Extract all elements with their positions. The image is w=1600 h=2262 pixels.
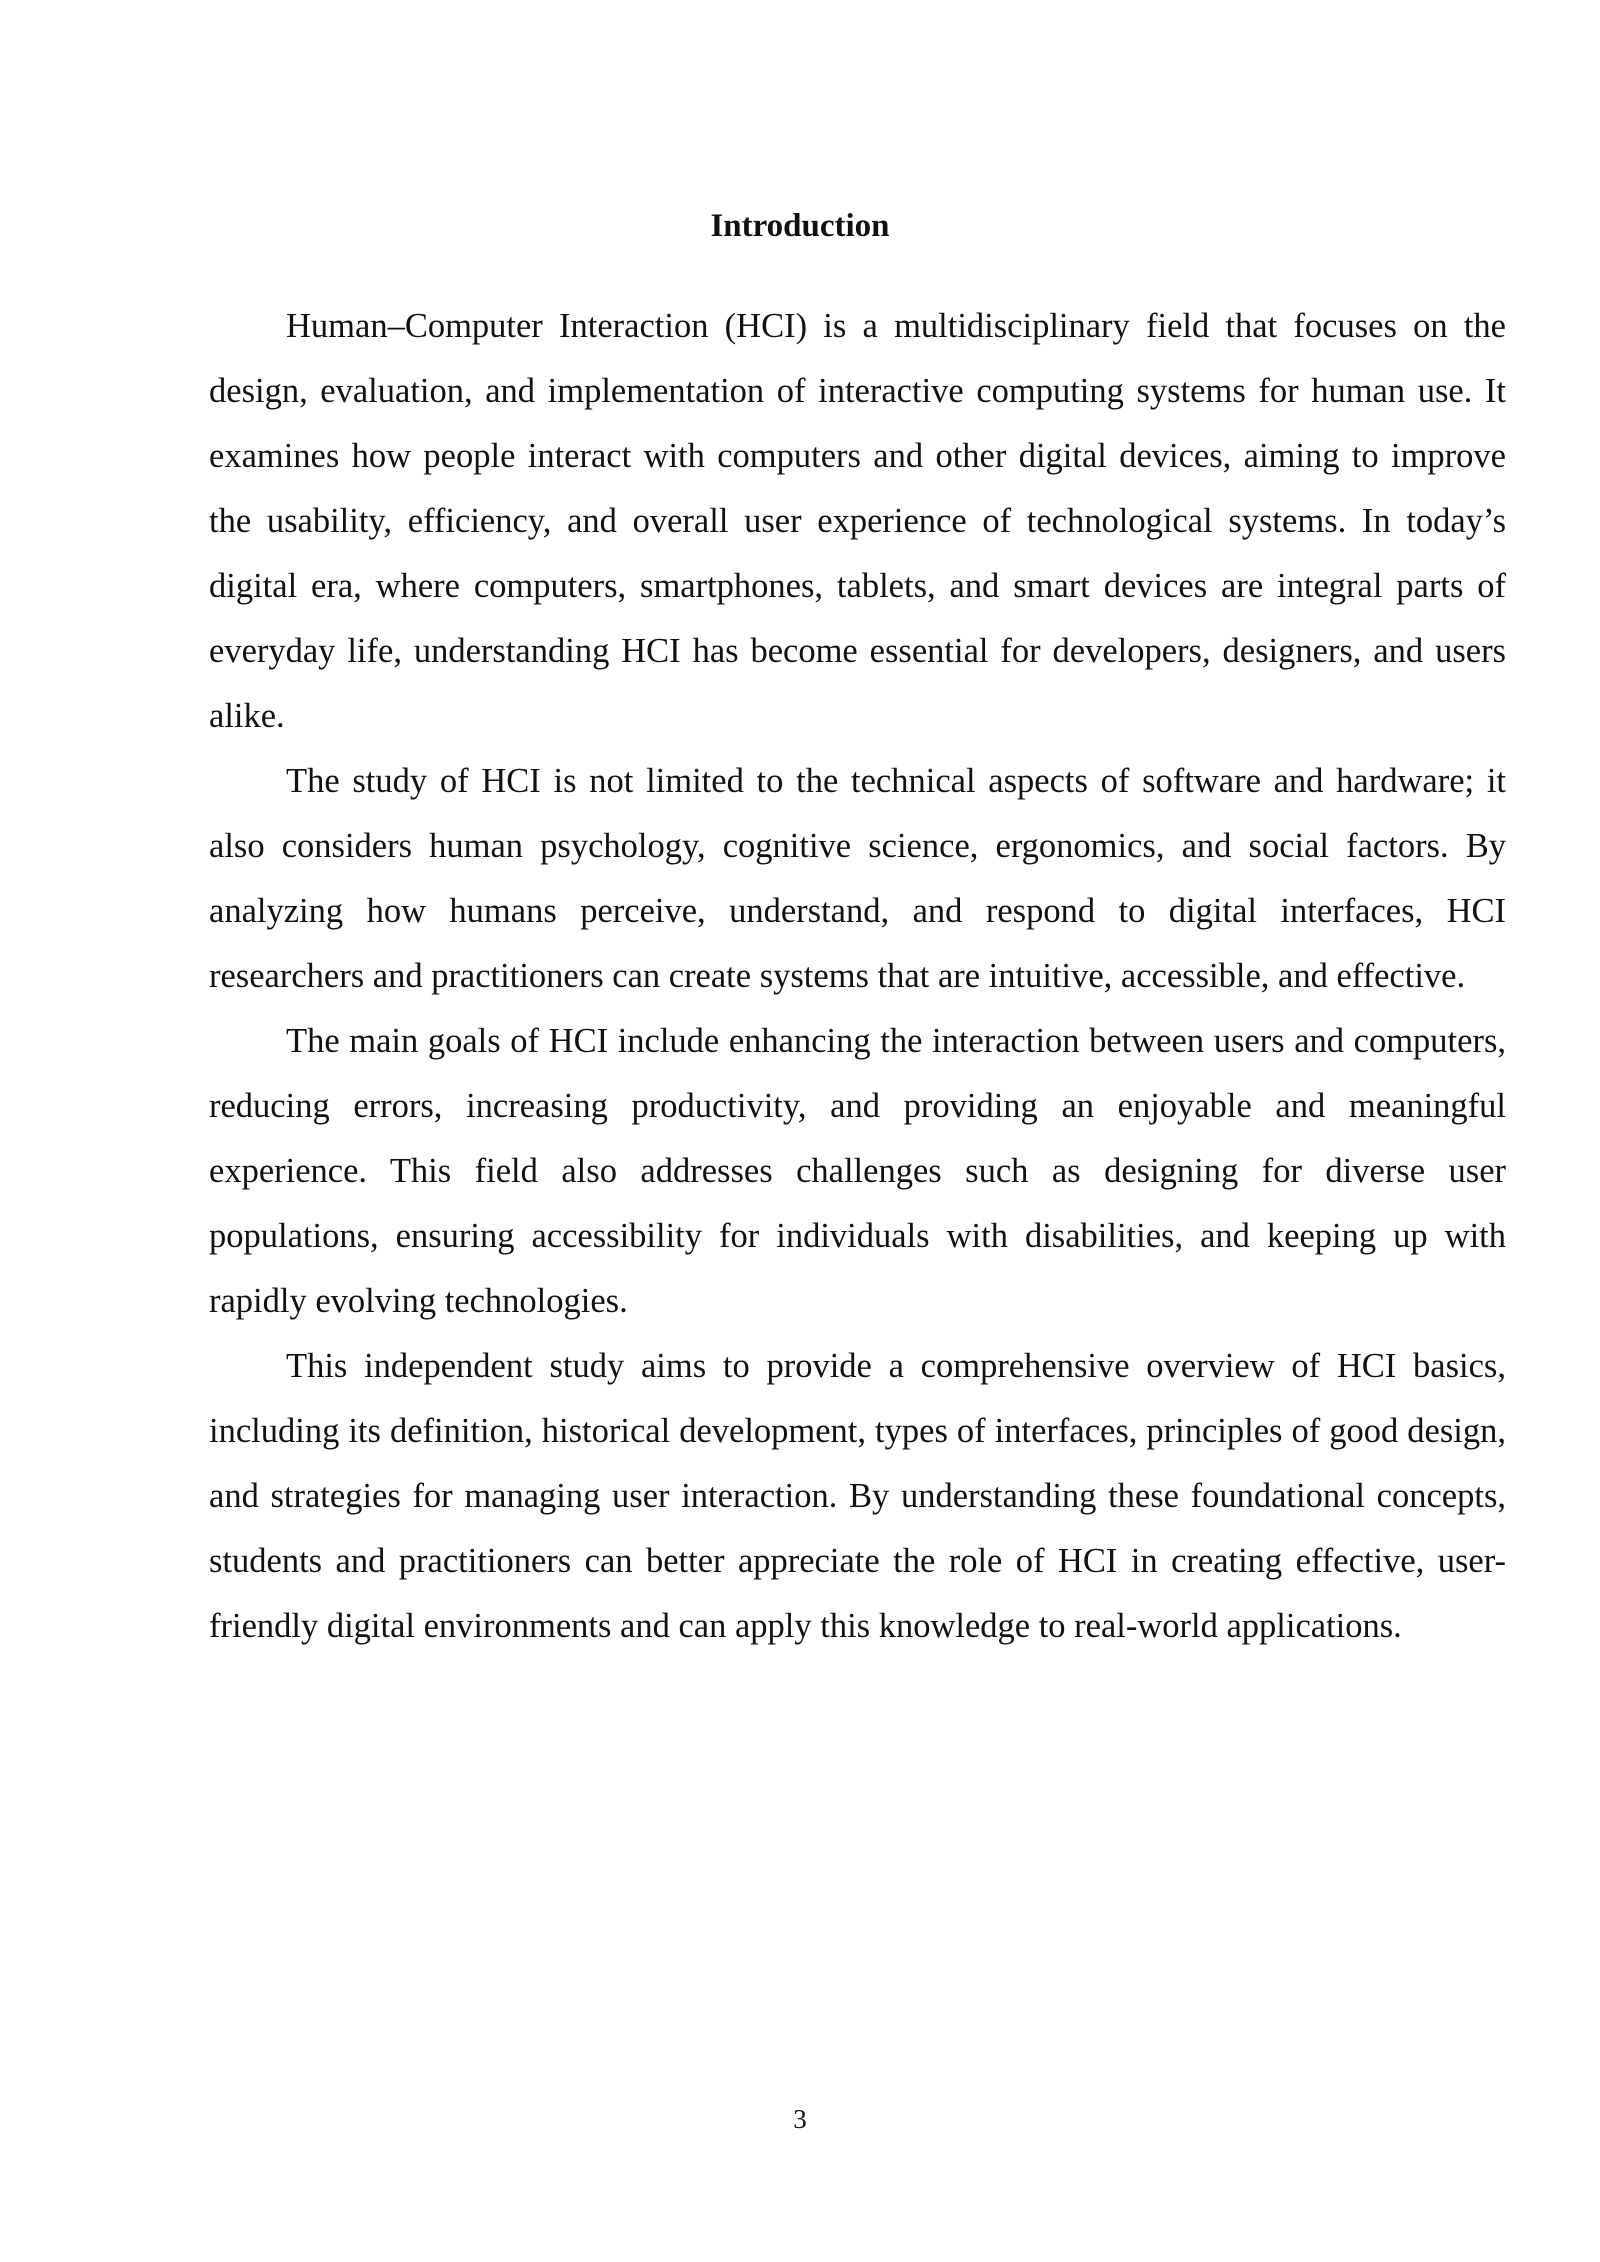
paragraph-3: The main goals of HCI include enhancing the interaction between users and computers, reducing errors, increasing productivity, and providing an enjoyable and meaningful experience. This field also addresses challenges such as designing for diverse user populations, ensuring accessibility for individuals with disabilities, and keeping up with rapidly evolving technologies.	[209, 1022, 1506, 1320]
section-heading: Introduction	[710, 208, 890, 244]
page-number: 3	[793, 2104, 807, 2134]
paragraph-4: This independent study aims to provide a comprehensive overview of HCI basics, including its definition, historical development, types of interfaces, principles of good design, and strategies for managing user interaction. By understanding these foundational concepts, students and practitioners can better appreciate the role of HCI in creating effective, user-friendly digital environments and can apply this knowledge to real-world applications.	[209, 1347, 1506, 1645]
paragraph-2: The study of HCI is not limited to the technical aspects of software and hardware; it also considers human psychology, cognitive science, ergonomics, and social factors. By analyzing how humans perceive, understand, and respond to digital interfaces, HCI researchers and practitioners can create systems that are intuitive, accessible, and effective.	[209, 762, 1506, 995]
body-text	[209, 294, 1506, 1659]
paragraph-1: Human–Computer Interaction (HCI) is a multidisciplinary field that focuses on the design, evaluation, and implementation of interactive computing systems for human use. It examines how people interact with computers and other digital devices, aiming to improve the usability, efficiency, and overall user experience of technological systems. In today’s digital era, where computers, smartphones, tablets, and smart devices are integral parts of everyday life, understanding HCI has become essential for developers, designers, and users alike.	[209, 307, 1506, 735]
